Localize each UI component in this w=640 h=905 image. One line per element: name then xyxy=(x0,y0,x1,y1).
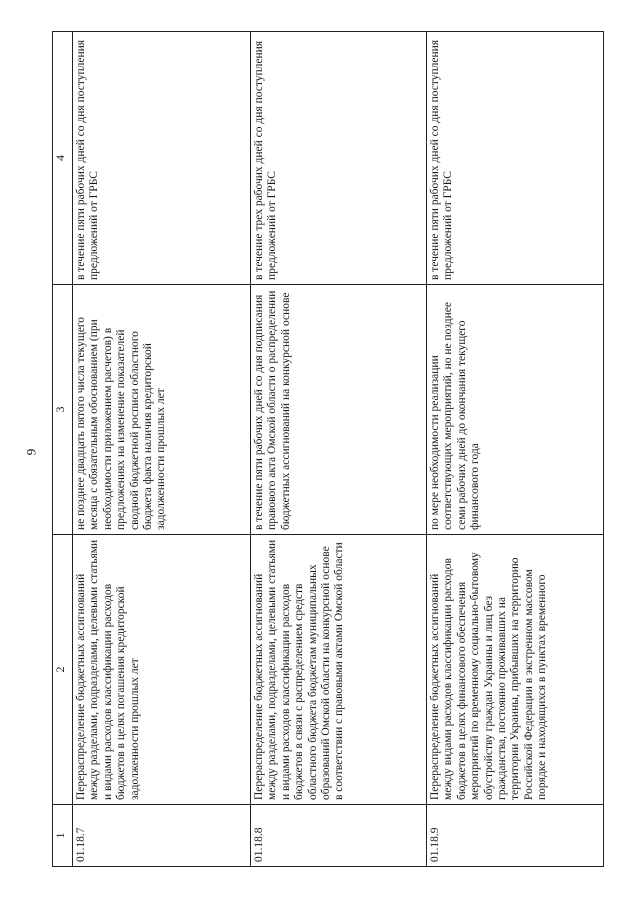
row-description: Перераспределение бюджетных ассигнований между разделами, подразделами, целевыми статьями и видами расходов классификации расходов бюджетов в целях погашения кредиторской задолженности прошлых лет xyxy=(73,535,251,805)
header-cell-4: 4 xyxy=(53,32,73,285)
row-description: Перераспределение бюджетных ассигнований между разделами, подразделами, целевыми статьями и видами расходов классификации расходов бюджетов в связи с распределением средств областного бюджета бюджетам муниципальных образований Омской области на конкурсной основе в соответствии с правовыми актами Омской области xyxy=(251,535,427,805)
row-term: в течение трех рабочих дней со дня поступления предложений от ГРБС xyxy=(251,32,427,285)
row-code: 01.18.8 xyxy=(251,805,427,867)
row-condition: не позднее двадцать пятого числа текущего месяца с обязательным обоснованием (при необходимости приложением расчетов) в предложениях на изменение показателей сводной бюджетной росписи областного бюджета факта наличия кредиторской задолженности прошлых лет xyxy=(73,285,251,535)
row-condition: в течение пяти рабочих дней со дня подписания правового акта Омской области о распределении бюджетных ассигнований на конкурсной основе xyxy=(251,285,427,535)
row-condition: по мере необходимости реализации соответствующих мероприятий, но не позднее семи рабочих дней до окончания текущего финансового года xyxy=(427,285,604,535)
header-cell-1: 1 xyxy=(53,805,73,867)
table-row xyxy=(427,32,604,867)
page-number: 9 xyxy=(23,448,39,456)
row-code: 01.18.7 xyxy=(73,805,251,867)
table-row xyxy=(73,32,251,867)
row-code: 01.18.9 xyxy=(427,805,604,867)
allocation-table xyxy=(52,31,604,867)
row-term: в течение пяти рабочих дней со дня поступления предложений от ГРБС xyxy=(427,32,604,285)
table-header-row xyxy=(53,32,73,867)
rotated-table-wrapper xyxy=(52,32,603,867)
row-description: Перераспределение бюджетных ассигнований между видами расходов классификации расходов бюджетов в целях финансового обеспечения мероприятий по временному социально-бытовому обустройству граждан Украины и лиц без гражданства, постоянно проживавших на территории Украины, прибывших на территорию Российской Федерации в экстренном массовом порядке и находящихся в пунктах временного xyxy=(427,535,604,805)
table-row xyxy=(251,32,427,867)
header-cell-2: 2 xyxy=(53,535,73,805)
header-cell-3: 3 xyxy=(53,285,73,535)
row-term: в течение пяти рабочих дней со дня поступления предложений от ГРБС xyxy=(73,32,251,285)
